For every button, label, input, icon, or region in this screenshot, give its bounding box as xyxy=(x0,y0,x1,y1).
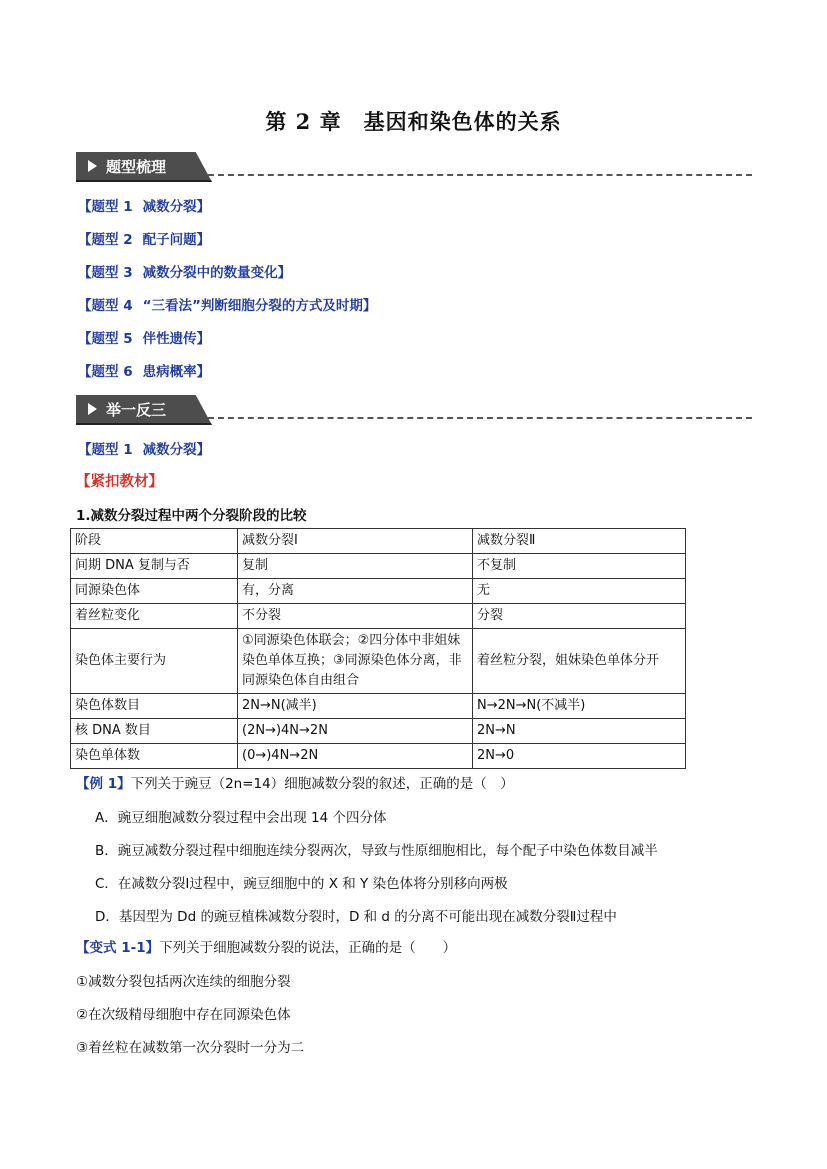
table-cell: 2N→N(减半) xyxy=(238,694,473,719)
section-bar-practice xyxy=(76,395,752,425)
toc-item[interactable] xyxy=(78,360,210,380)
play-triangle-icon xyxy=(88,160,97,172)
table-row xyxy=(71,744,686,769)
table-cell: 2N→0 xyxy=(473,744,686,769)
toc-tag: 【题型 1 xyxy=(78,199,133,215)
toc-item[interactable] xyxy=(78,195,210,215)
dashed-divider xyxy=(208,417,752,419)
table-row xyxy=(71,629,686,694)
practice-tag: 【题型 1 xyxy=(78,442,133,458)
dashed-divider xyxy=(208,174,752,176)
section-label: 题型梳理 xyxy=(106,158,167,176)
toc-tag: 【题型 3 xyxy=(78,265,133,281)
table-cell: 不分裂 xyxy=(238,604,473,629)
option-d[interactable]: D．基因型为 Dd 的豌豆植株减数分裂时，D 和 d 的分离不可能出现在减数分裂Ⅱ过程中 xyxy=(95,909,617,925)
example-label: 【例 1】 xyxy=(76,776,131,792)
table-cell: 同源染色体 xyxy=(71,579,238,604)
table-cell: 不复制 xyxy=(473,554,686,579)
table-cell: 有，分离 xyxy=(238,579,473,604)
table-cell: 染色单体数 xyxy=(71,744,238,769)
table-cell: 无 xyxy=(473,579,686,604)
variant-item[interactable]: ②在次级精母细胞中存在同源染色体 xyxy=(76,1007,291,1023)
section-bar-toc xyxy=(76,152,752,182)
table-cell: N→2N→N(不减半) xyxy=(473,694,686,719)
variant-label: 【变式 1-1】 xyxy=(76,940,160,956)
table-row xyxy=(71,579,686,604)
toc-text: 患病概率】 xyxy=(142,364,211,380)
option-c[interactable]: C．在减数分裂Ⅰ过程中，豌豆细胞中的 X 和 Y 染色体将分别移向两极 xyxy=(95,876,508,892)
header-cell: 阶段 xyxy=(71,529,238,554)
play-triangle-icon xyxy=(88,403,97,415)
table-cell: 染色体数目 xyxy=(71,694,238,719)
example-stem-text: 下列关于豌豆（2n=14）细胞减数分裂的叙述，正确的是（ ） xyxy=(130,776,514,792)
toc-tag: 【题型 5 xyxy=(78,331,133,347)
table-cell: ①同源染色体联会；②四分体中非姐妹染色单体互换；③同源染色体分离，非同源染色体自由组合 xyxy=(238,629,473,694)
toc-text: 伴性遗传】 xyxy=(142,331,211,347)
section-label: 举一反三 xyxy=(106,401,167,419)
practice-heading xyxy=(78,438,210,458)
chapter-title: 第 2 章 基因和染色体的关系 xyxy=(265,109,562,134)
table-cell: (2N→)4N→2N xyxy=(238,719,473,744)
table-row xyxy=(71,719,686,744)
toc-item[interactable] xyxy=(78,294,376,314)
toc-text: 减数分裂中的数量变化】 xyxy=(142,265,292,281)
table-cell: (0→)4N→2N xyxy=(238,744,473,769)
table-cell: 复制 xyxy=(238,554,473,579)
toc-text: 减数分裂】 xyxy=(142,199,211,215)
example-1-stem xyxy=(76,772,514,792)
table-row xyxy=(71,694,686,719)
variant-item[interactable]: ①减数分裂包括两次连续的细胞分裂 xyxy=(76,974,291,990)
toc-text: 配子问题】 xyxy=(142,232,211,248)
toc-item[interactable] xyxy=(78,261,291,281)
toc-tag: 【题型 2 xyxy=(78,232,133,248)
header-cell: 减数分裂Ⅰ xyxy=(238,529,473,554)
comparison-table xyxy=(70,528,686,769)
table-title: 1.减数分裂过程中两个分裂阶段的比较 xyxy=(76,508,307,524)
header-cell: 减数分裂Ⅱ xyxy=(473,529,686,554)
toc-item[interactable] xyxy=(78,228,210,248)
table-cell: 染色体主要行为 xyxy=(71,629,238,694)
practice-text: 减数分裂】 xyxy=(142,442,211,458)
table-cell: 着丝粒分裂，姐妹染色单体分开 xyxy=(473,629,686,694)
toc-text: “三看法”判断细胞分裂的方式及时期】 xyxy=(142,298,377,314)
toc-tag: 【题型 6 xyxy=(78,364,133,380)
table-cell: 核 DNA 数目 xyxy=(71,719,238,744)
table-cell: 分裂 xyxy=(473,604,686,629)
variant-item[interactable]: ③着丝粒在减数第一次分裂时一分为二 xyxy=(76,1040,305,1056)
table-cell: 间期 DNA 复制与否 xyxy=(71,554,238,579)
textbook-label: 【紧扣教材】 xyxy=(76,474,163,490)
table-cell: 着丝粒变化 xyxy=(71,604,238,629)
table-row xyxy=(71,554,686,579)
table-header-row xyxy=(71,529,686,554)
toc-item[interactable] xyxy=(78,327,210,347)
option-b[interactable]: B．豌豆减数分裂过程中细胞连续分裂两次，导致与性原细胞相比，每个配子中染色体数目减半 xyxy=(95,843,658,859)
option-a[interactable]: A．豌豆细胞减数分裂过程中会出现 14 个四分体 xyxy=(95,810,387,826)
table-cell: 2N→N xyxy=(473,719,686,744)
variant-1-1-stem xyxy=(76,936,456,956)
table-row xyxy=(71,604,686,629)
variant-stem-text: 下列关于细胞减数分裂的说法，正确的是（ ） xyxy=(159,940,457,956)
toc-tag: 【题型 4 xyxy=(78,298,133,314)
